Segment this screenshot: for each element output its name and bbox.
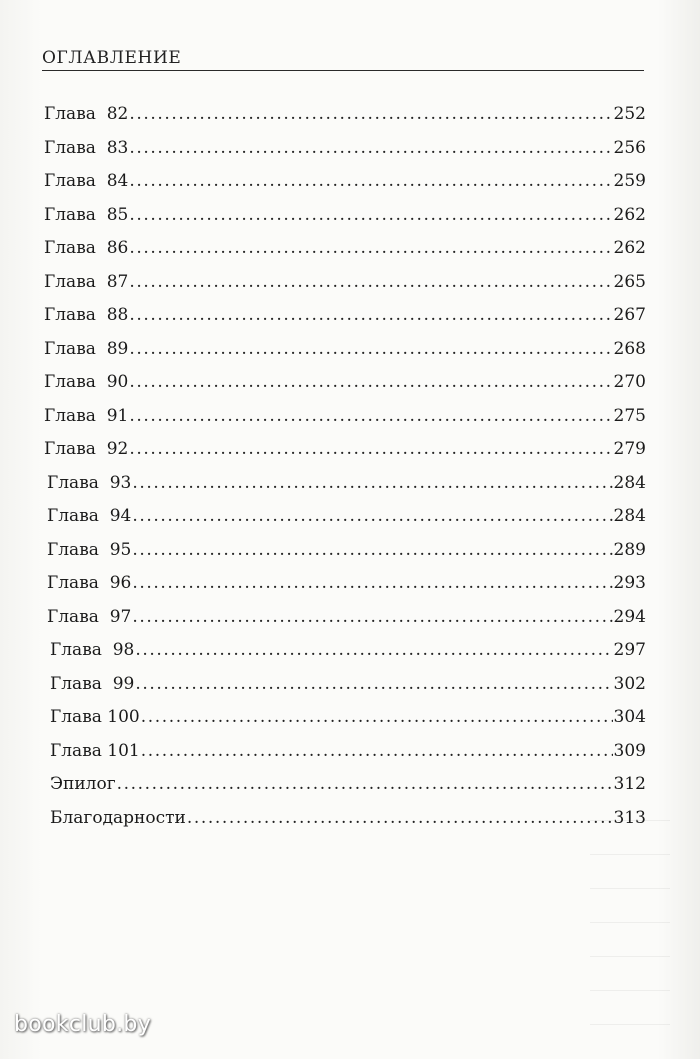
toc-entry-chapter-89 bbox=[44, 339, 646, 373]
toc-entry-page: 262 bbox=[613, 204, 646, 225]
toc-entry-label: Благодарности bbox=[50, 807, 186, 828]
toc-entry-label: Глава 100 bbox=[50, 707, 140, 727]
toc-leader-dots bbox=[129, 439, 612, 459]
page-header bbox=[42, 48, 644, 71]
toc-entry-chapter-91 bbox=[44, 406, 646, 440]
toc-entry-page: 259 bbox=[613, 171, 646, 191]
toc-leader-dots bbox=[135, 640, 612, 660]
show-through-lines bbox=[590, 820, 670, 1040]
toc-entry-chapter-90 bbox=[44, 372, 646, 406]
toc-entry-label: Глава 82 bbox=[44, 104, 129, 124]
toc-entry-page: 252 bbox=[613, 104, 646, 124]
toc-entry-page: 309 bbox=[613, 740, 646, 761]
toc-entry-page: 265 bbox=[613, 271, 646, 292]
toc-entry-label: Глава 87 bbox=[44, 271, 129, 292]
toc-entry-page: 284 bbox=[613, 506, 646, 526]
toc-entry-chapter-85 bbox=[44, 205, 646, 239]
toc-entry-page: 279 bbox=[613, 439, 646, 459]
toc-entry-chapter-83 bbox=[44, 138, 646, 172]
toc-entry-chapter-92 bbox=[44, 439, 646, 473]
toc-entry-label: Глава 97 bbox=[47, 606, 132, 627]
toc-entry-chapter-101 bbox=[44, 741, 646, 775]
toc-entry-chapter-96 bbox=[44, 573, 646, 607]
toc-entry-label: Глава 93 bbox=[47, 472, 132, 493]
toc-leader-dots bbox=[129, 305, 612, 325]
toc-leader-dots bbox=[129, 171, 612, 191]
toc-leader-dots bbox=[132, 573, 612, 593]
toc-entry-epilogue bbox=[44, 774, 646, 808]
toc-entry-label: Глава 85 bbox=[44, 204, 129, 225]
toc-leader-dots bbox=[132, 506, 612, 526]
toc-entry-page: 312 bbox=[613, 774, 646, 794]
toc-entry-chapter-95 bbox=[44, 540, 646, 574]
toc-entry-page: 293 bbox=[613, 573, 646, 593]
toc-leader-dots bbox=[141, 707, 613, 727]
toc-entry-label: Глава 91 bbox=[44, 405, 129, 426]
toc-leader-dots bbox=[129, 205, 612, 225]
toc-leader-dots bbox=[132, 540, 612, 560]
toc-leader-dots bbox=[129, 138, 612, 158]
toc-entry-page: 275 bbox=[613, 405, 646, 426]
toc-entry-chapter-84 bbox=[44, 171, 646, 205]
toc-leader-dots bbox=[135, 674, 612, 694]
toc-entry-chapter-94 bbox=[44, 506, 646, 540]
toc-entry-page: 268 bbox=[613, 338, 646, 359]
toc-leader-dots bbox=[132, 473, 612, 493]
toc-entry-page: 302 bbox=[613, 673, 646, 694]
toc-entry-acknowledgements bbox=[44, 808, 646, 842]
toc-entry-label: Глава 99 bbox=[50, 673, 135, 694]
toc-entry-label: Глава 95 bbox=[47, 539, 132, 560]
toc-entry-page: 304 bbox=[613, 707, 646, 727]
toc-entry-label: Глава 96 bbox=[47, 573, 132, 593]
toc-leader-dots bbox=[117, 774, 613, 794]
toc-leader-dots bbox=[132, 607, 612, 627]
toc-entry-label: Глава 101 bbox=[50, 740, 140, 761]
toc-entry-page: 262 bbox=[613, 238, 646, 258]
toc-entry-label: Глава 94 bbox=[47, 506, 132, 526]
toc-leader-dots bbox=[187, 808, 613, 828]
toc-entry-chapter-93 bbox=[44, 473, 646, 507]
toc-entry-chapter-88 bbox=[44, 305, 646, 339]
toc-entry-page: 256 bbox=[613, 137, 646, 158]
toc-entry-page: 297 bbox=[613, 640, 646, 660]
toc-entry-label: Глава 92 bbox=[44, 439, 129, 459]
toc-entry-label: Эпилог bbox=[50, 774, 116, 794]
toc-leader-dots bbox=[129, 339, 612, 359]
toc-entry-label: Глава 86 bbox=[44, 238, 129, 258]
toc-entry-page: 313 bbox=[613, 807, 646, 828]
toc-leader-dots bbox=[129, 272, 612, 292]
watermark: bookclub.by bbox=[14, 1012, 152, 1037]
toc-entry-chapter-98 bbox=[44, 640, 646, 674]
toc-leader-dots bbox=[129, 238, 612, 258]
toc-leader-dots bbox=[129, 104, 612, 124]
toc-leader-dots bbox=[129, 406, 612, 426]
toc-entry-label: Глава 90 bbox=[44, 372, 129, 392]
toc-entry-chapter-97 bbox=[44, 607, 646, 641]
toc-entry-page: 270 bbox=[613, 372, 646, 392]
toc-entry-page: 284 bbox=[613, 472, 646, 493]
toc-entry-page: 289 bbox=[613, 539, 646, 560]
table-of-contents bbox=[44, 104, 646, 841]
toc-entry-label: Глава 83 bbox=[44, 137, 129, 158]
toc-entry-chapter-87 bbox=[44, 272, 646, 306]
toc-entry-label: Глава 98 bbox=[50, 640, 135, 660]
toc-entry-label: Глава 88 bbox=[44, 305, 129, 325]
toc-entry-page: 294 bbox=[613, 606, 646, 627]
toc-entry-page: 267 bbox=[613, 305, 646, 325]
toc-leader-dots bbox=[129, 372, 612, 392]
toc-entry-chapter-86 bbox=[44, 238, 646, 272]
toc-entry-label: Глава 89 bbox=[44, 338, 129, 359]
toc-entry-label: Глава 84 bbox=[44, 171, 129, 191]
toc-entry-chapter-99 bbox=[44, 674, 646, 708]
toc-leader-dots bbox=[141, 741, 613, 761]
toc-entry-chapter-82 bbox=[44, 104, 646, 138]
toc-entry-chapter-100 bbox=[44, 707, 646, 741]
page-title: ОГЛАВЛЕНИЕ bbox=[42, 48, 182, 68]
